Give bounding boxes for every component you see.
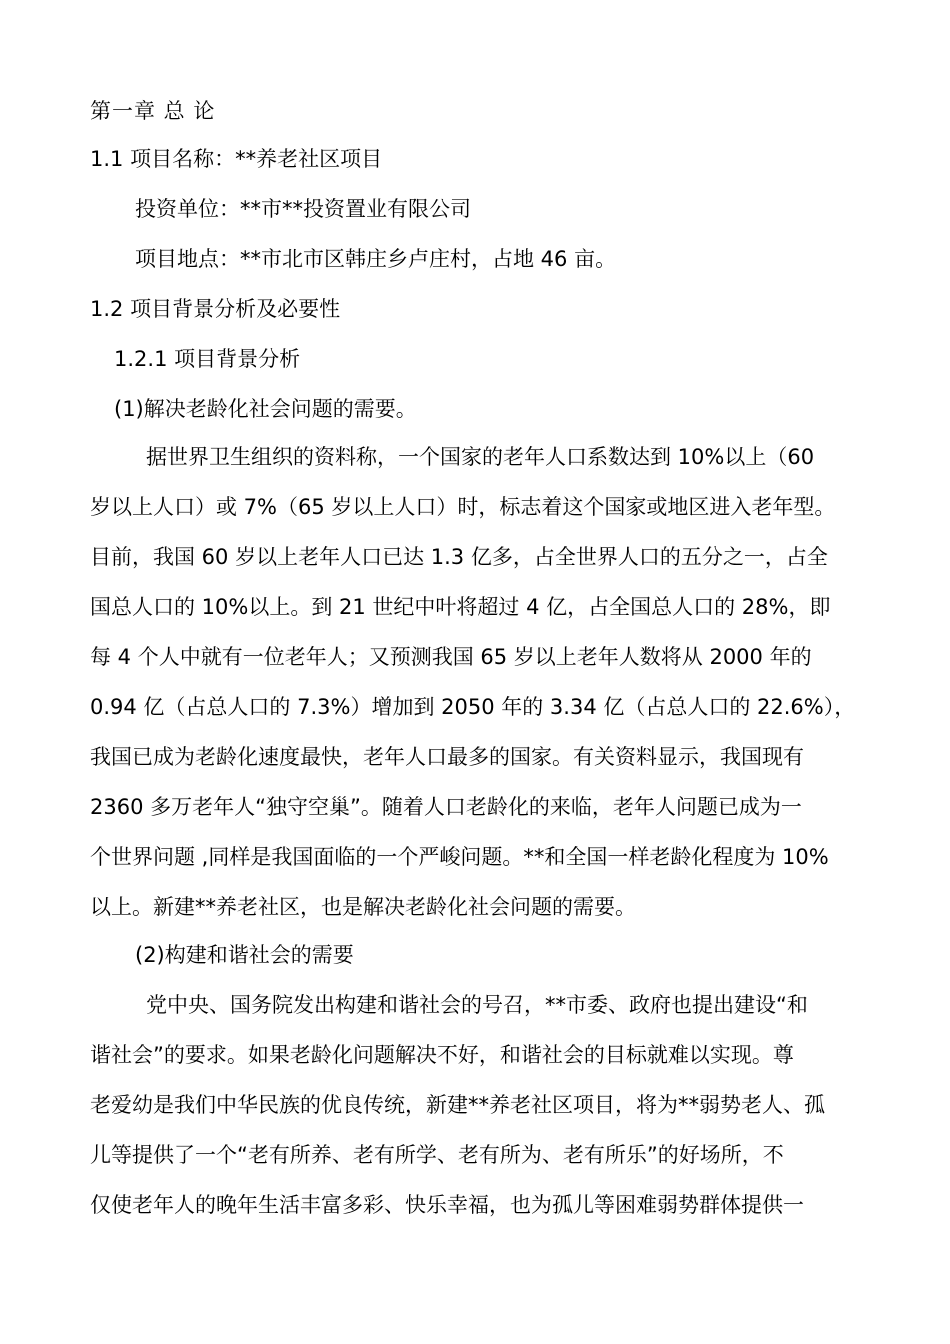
- paragraph-line: 目前，我国 60 岁以上老年人口已达 1.3 亿多，占全世界人口的五分之一，占全: [90, 545, 828, 569]
- location-line: 项目地点：**市北市区韩庄乡卢庄村，占地 46 亩。: [135, 247, 617, 271]
- paragraph-line: 我国已成为老龄化速度最快，老年人口最多的国家。有关资料显示，我国现有: [90, 745, 804, 769]
- paragraph-line: 儿等提供了一个“老有所养、老有所学、老有所为、老有所乐”的好场所，不: [90, 1143, 784, 1167]
- paragraph-line: 每 4 个人中就有一位老年人；又预测我国 65 岁以上老年人数将从 2000 年的: [90, 645, 812, 669]
- paragraph-line: 老爱幼是我们中华民族的优良传统，新建**养老社区项目，将为**弱势老人、孤: [90, 1093, 825, 1117]
- section-1-2-1-heading: 1.2.1 项目背景分析: [114, 347, 301, 371]
- investor-line: 投资单位：**市**投资置业有限公司: [135, 197, 471, 221]
- paragraph-line: 仅使老年人的晚年生活丰富多彩、快乐幸福，也为孤儿等困难弱势群体提供一: [90, 1193, 804, 1217]
- paragraph-harmonious-society: [90, 990, 860, 1240]
- paragraph-line: 岁以上人口）或 7%（65 岁以上人口）时，标志着这个国家或地区进入老年型。: [90, 495, 836, 519]
- paragraph-line: 国总人口的 10%以上。到 21 世纪中叶将超过 4 亿，占全国总人口的 28%，即: [90, 595, 831, 619]
- paragraph-line: 以上。新建**养老社区，也是解决老龄化社会问题的需要。: [90, 895, 636, 919]
- item-2-title: (2)构建和谐社会的需要: [135, 943, 354, 967]
- paragraph-line: 2360 多万老年人“独守空巢”。随着人口老龄化的来临，老年人问题已成为一: [90, 795, 802, 819]
- section-1-1-project-name: 1.1 项目名称：**养老社区项目: [90, 147, 383, 171]
- item-1-title: (1)解决老龄化社会问题的需要。: [114, 397, 417, 421]
- paragraph-aging-society: [90, 442, 860, 942]
- paragraph-line: 谐社会”的要求。如果老龄化问题解决不好，和谐社会的目标就难以实现。尊: [90, 1043, 794, 1067]
- paragraph-line: 据世界卫生组织的资料称，一个国家的老年人口系数达到 10%以上（60: [146, 445, 815, 469]
- section-1-2-heading: 1.2 项目背景分析及必要性: [90, 297, 341, 321]
- chapter-title: 第一章 总 论: [90, 99, 216, 123]
- paragraph-line: 个世界问题 ,同样是我国面临的一个严峻问题。**和全国一样老龄化程度为 10%: [90, 845, 829, 869]
- paragraph-line: 0.94 亿（占总人口的 7.3%）增加到 2050 年的 3.34 亿（占总人口的 22.6%），: [90, 695, 856, 719]
- paragraph-line: 党中央、国务院发出构建和谐社会的号召，**市委、政府也提出建设“和: [146, 993, 808, 1017]
